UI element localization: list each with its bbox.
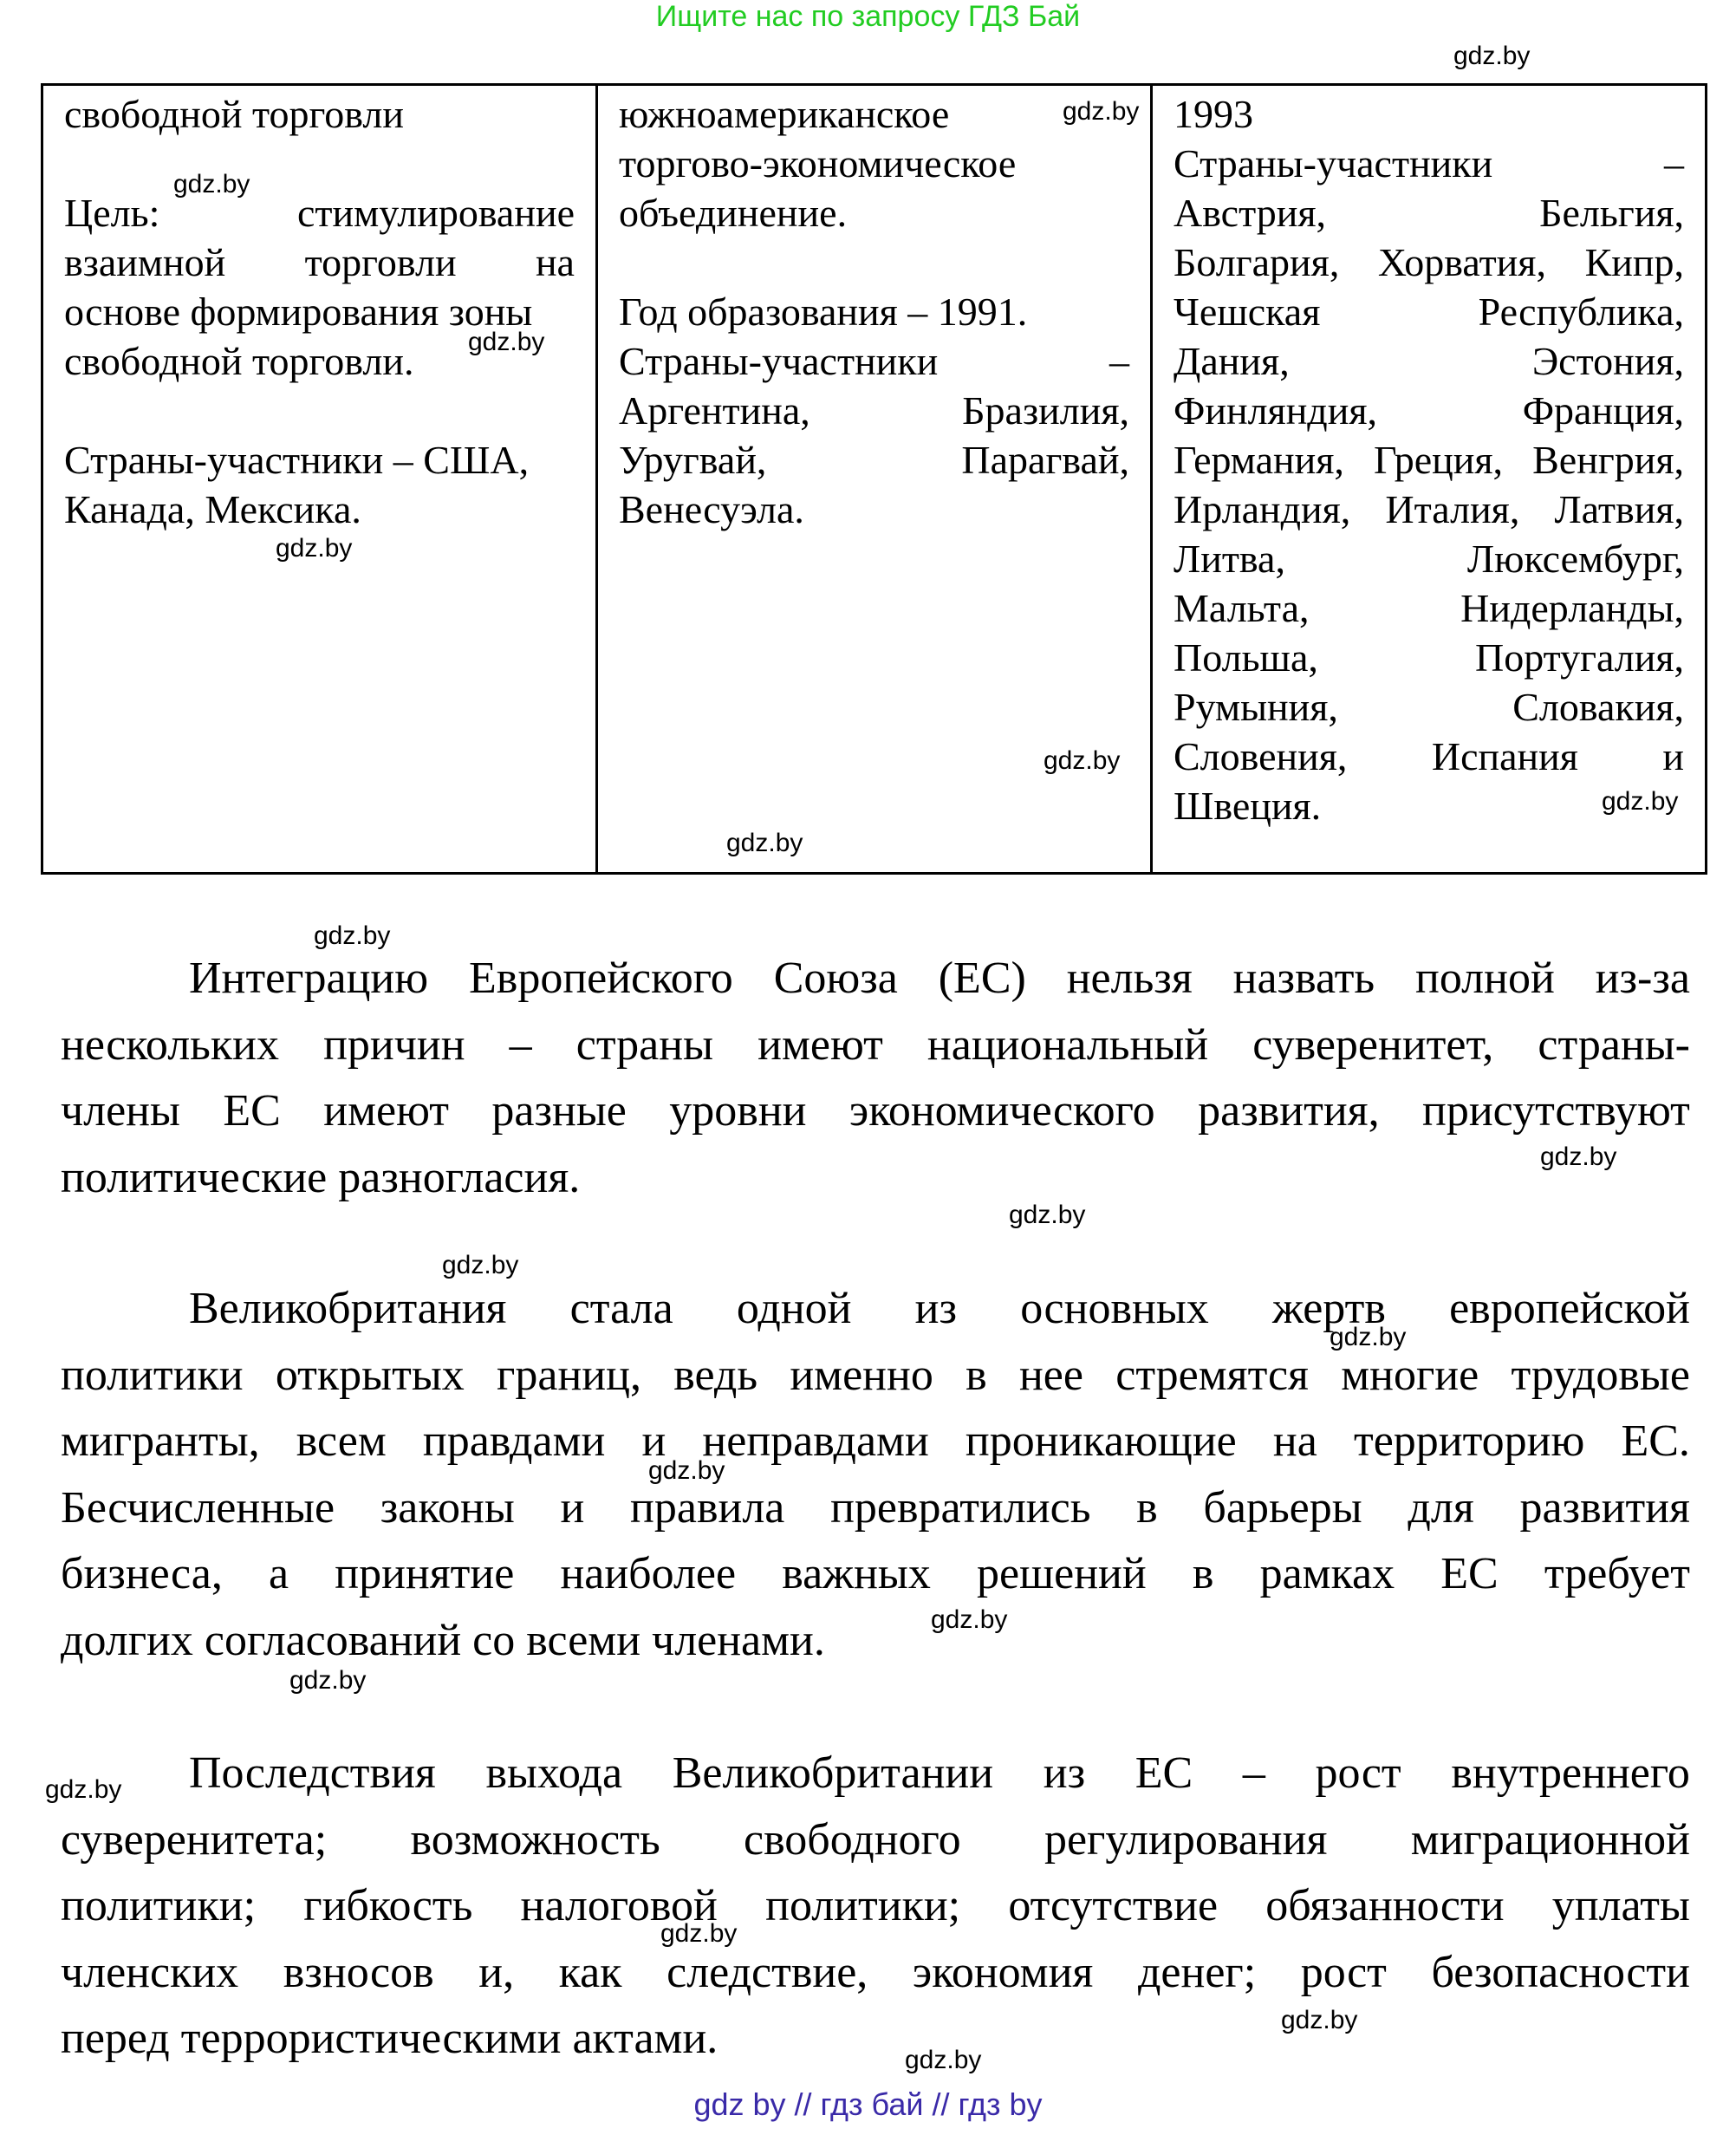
- table-word: Цель:: [64, 191, 160, 235]
- watermark: gdz.by: [314, 921, 391, 950]
- table-line: [1174, 534, 1684, 583]
- table-word: Словакия,: [1512, 685, 1684, 729]
- watermark: gdz.by: [1063, 97, 1140, 126]
- table-word: основе формирования зоны: [64, 290, 533, 334]
- table-word: Греция,: [1374, 438, 1504, 482]
- watermark: gdz.by: [660, 1919, 738, 1948]
- watermark: gdz.by: [173, 170, 250, 199]
- table-cell-text: [598, 86, 1150, 534]
- paragraph-line: Великобритания стала одной из основных жертв европейской: [189, 1284, 1690, 1333]
- table-word: Германия,: [1174, 438, 1344, 482]
- table-line: [1174, 139, 1684, 188]
- table-line: [1174, 633, 1684, 682]
- table-word: свободной торговли: [64, 92, 404, 136]
- table-word: Бельгия,: [1539, 191, 1684, 235]
- table-line: [619, 188, 1129, 238]
- table-word: Дания,: [1174, 339, 1290, 383]
- paragraph-line: Интеграцию Европейского Союза (ЕС) нельзя назвать полной из-за: [189, 954, 1690, 1003]
- blank-line: [619, 238, 1129, 287]
- table-word: Венгрия,: [1532, 438, 1684, 482]
- table-word: Португалия,: [1474, 635, 1684, 680]
- table-line: [1174, 188, 1684, 238]
- paragraph-uk-victim: [61, 1276, 1690, 1674]
- table-word: Год образования – 1991.: [619, 290, 1028, 334]
- watermark: gdz.by: [1330, 1323, 1407, 1351]
- table-word: Люксембург,: [1466, 537, 1684, 581]
- table-line: [619, 485, 1129, 534]
- table-word: торговли: [304, 240, 457, 284]
- table-word: Франция,: [1522, 388, 1684, 433]
- watermark: gdz.by: [442, 1251, 519, 1279]
- table-line: [1174, 89, 1684, 139]
- table-word: Мальта,: [1174, 586, 1310, 630]
- table-word: объединение.: [619, 191, 848, 235]
- paragraph-brexit-consequences: [61, 1741, 1690, 2073]
- table-word: Испания: [1431, 734, 1578, 778]
- table-line: [64, 188, 575, 238]
- watermark: gdz.by: [1602, 787, 1679, 816]
- table-word: Литва,: [1174, 537, 1285, 581]
- table-cell-col3: [1152, 85, 1707, 874]
- table-word: стимулирование: [297, 191, 575, 235]
- table-word: Аргентина,: [619, 388, 810, 433]
- paragraph-line: политики; гибкость налоговой политики; отсутствие обязанности уплаты: [61, 1881, 1690, 1930]
- table-word: –: [1109, 339, 1129, 383]
- table-word: Венесуэла.: [619, 487, 804, 531]
- table-line: [619, 386, 1129, 435]
- table-word: Канада, Мексика.: [64, 487, 361, 531]
- table-cell-col1: [42, 85, 597, 874]
- paragraph-line: Бесчисленные законы и правила превратились в барьеры для развития: [61, 1482, 1690, 1533]
- paragraph-line: членских взносов и, как следствие, экономия денег; рост безопасности: [61, 1947, 1690, 1997]
- table-word: Ирландия,: [1174, 487, 1351, 531]
- watermark: gdz.by: [468, 328, 545, 356]
- table-word: –: [1664, 141, 1684, 186]
- table-word: Австрия,: [1174, 191, 1327, 235]
- table-word: и: [1662, 734, 1684, 778]
- paragraph-line: долгих согласований со всеми членами.: [61, 1615, 825, 1665]
- watermark: gdz.by: [1281, 2006, 1358, 2034]
- watermark: gdz.by: [931, 1605, 1008, 1634]
- blank-line: [64, 139, 575, 188]
- table-line: [1174, 435, 1684, 485]
- table-word: Болгария,: [1174, 240, 1340, 284]
- table-word: на: [535, 240, 575, 284]
- table-line: [619, 435, 1129, 485]
- paragraph-line: Последствия выхода Великобритании из ЕС – рост внутреннего: [189, 1748, 1690, 1798]
- table-word: Швеция.: [1174, 784, 1322, 828]
- table-line: [64, 435, 575, 485]
- table-word: Хорватия,: [1377, 240, 1546, 284]
- table-line: [64, 238, 575, 287]
- watermark: gdz.by: [45, 1775, 122, 1804]
- table-cell-text: [1153, 86, 1705, 830]
- table-word: Финляндия,: [1174, 388, 1377, 433]
- table-line: [619, 336, 1129, 386]
- paragraph-line: мигранты, всем правдами и неправдами проникающие на территорию ЕС.: [61, 1416, 1690, 1466]
- watermark: gdz.by: [648, 1456, 725, 1485]
- paragraph-line: нескольких причин – страны имеют национальный суверенитет, страны-: [61, 1019, 1690, 1070]
- table-word: Нидерланды,: [1460, 586, 1684, 630]
- table-line: [1174, 386, 1684, 435]
- table-line: [1174, 583, 1684, 633]
- table-word: взаимной: [64, 240, 226, 284]
- table-word: Страны-участники: [619, 339, 939, 383]
- table-word: Страны-участники – США,: [64, 438, 530, 482]
- paragraph-line: члены ЕС имеют разные уровни экономического развития, присутствуют: [61, 1086, 1690, 1136]
- table-word: Республика,: [1478, 290, 1684, 334]
- table-line: [1174, 682, 1684, 732]
- table-cell-text: [43, 86, 595, 534]
- table-word: Чешская: [1174, 290, 1321, 334]
- watermark: gdz.by: [726, 829, 803, 857]
- paragraph-line: перед террористическими актами.: [61, 2014, 718, 2063]
- table-word: торгово-экономическое: [619, 141, 1017, 186]
- table-word: 1993: [1174, 92, 1253, 136]
- paragraph-line: политики открытых границ, ведь именно в нее стремятся многие трудовые: [61, 1350, 1690, 1400]
- table-line: [619, 89, 1129, 139]
- table-word: Польша,: [1174, 635, 1318, 680]
- paragraph-line: политические разногласия.: [61, 1152, 581, 1202]
- search-hint-header: Ищите нас по запросу ГДЗ Бай: [655, 0, 1081, 33]
- watermark: gdz.by: [1009, 1201, 1086, 1229]
- table-line: [619, 287, 1129, 336]
- table-word: Кипр,: [1584, 240, 1684, 284]
- paragraph-line: бизнеса, а принятие наиболее важных решений в рамках ЕС требует: [61, 1549, 1690, 1598]
- footer-links: gdz by // гдз бай // гдз by: [693, 2086, 1043, 2122]
- table-word: Парагвай,: [961, 438, 1129, 482]
- organizations-table: [41, 83, 1707, 875]
- table-word: Страны-участники: [1174, 141, 1493, 186]
- table-line: [619, 139, 1129, 188]
- table-line: [1174, 485, 1684, 534]
- blank-line: [64, 386, 575, 435]
- watermark: gdz.by: [1453, 42, 1531, 70]
- table-line: [1174, 732, 1684, 781]
- watermark: gdz.by: [1540, 1142, 1617, 1171]
- table-line: [64, 485, 575, 534]
- paragraph-eu-integration: [61, 946, 1690, 1211]
- watermark: gdz.by: [1044, 746, 1121, 775]
- table-line: [64, 89, 575, 139]
- table-word: свободной торговли.: [64, 339, 414, 383]
- table-word: Уругвай,: [619, 438, 767, 482]
- table-word: Бразилия,: [962, 388, 1129, 433]
- paragraph-line: суверенитета; возможность свободного регулирования миграционной: [61, 1814, 1690, 1865]
- table-word: Румыния,: [1174, 685, 1338, 729]
- table-line: [1174, 238, 1684, 287]
- watermark: gdz.by: [276, 534, 353, 563]
- table-word: южноамериканское: [619, 92, 950, 136]
- table-line: [1174, 336, 1684, 386]
- table-line: [1174, 287, 1684, 336]
- watermark: gdz.by: [905, 2046, 982, 2074]
- table-word: Эстония,: [1531, 339, 1684, 383]
- table-word: Италия,: [1385, 487, 1520, 531]
- table-word: Словения,: [1174, 734, 1348, 778]
- watermark: gdz.by: [289, 1666, 367, 1695]
- table-word: Латвия,: [1554, 487, 1684, 531]
